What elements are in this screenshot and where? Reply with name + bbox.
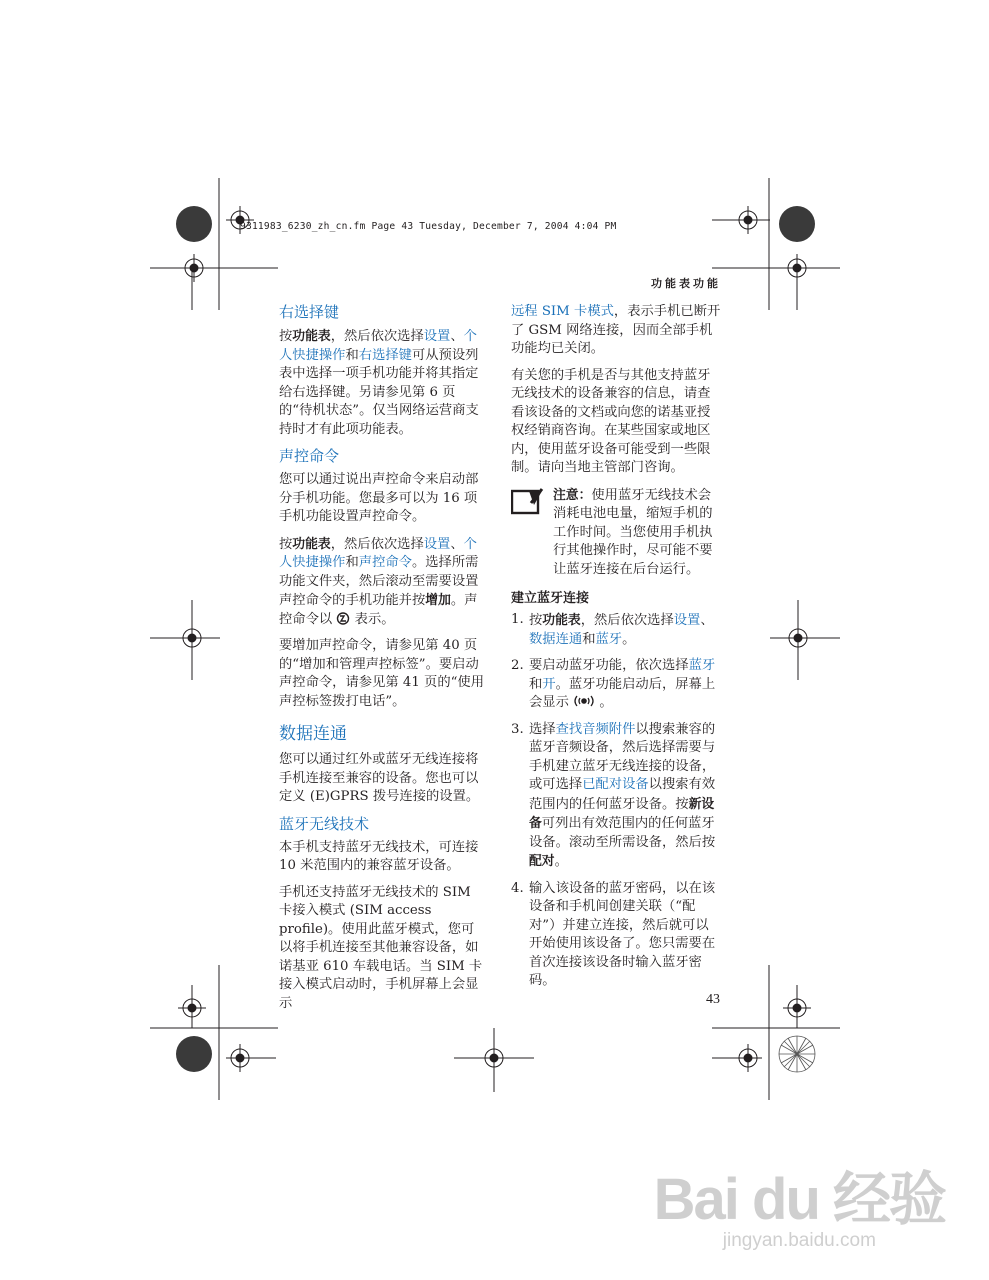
bluetooth-intro: 本手机支持蓝牙无线技术，可连接 10 米范围内的兼容蓝牙设备。 [279, 839, 479, 873]
setup-steps-list [511, 611, 721, 991]
link-paired-devices[interactable]: 已配对设备 [582, 777, 649, 792]
watermark-logo: Bai du 经验 [653, 1167, 945, 1232]
link-connectivity[interactable]: 数据连通 [529, 631, 583, 647]
link-bluetooth[interactable]: 蓝牙 [688, 658, 716, 673]
section-title-data-connection: 数据连通 [279, 724, 347, 743]
list-item: 3. 选择查找音频附件以搜索兼容的蓝牙音频设备，然后选择需要与手机建立蓝牙无线连接的设备，或可选择已配对设备以搜索有效范围内的任何蓝牙设备。按新设备可列出有效范围内的任何蓝牙设备。滚动至所需设备，然后按配对。 [511, 721, 716, 869]
bluetooth-active-icon [573, 695, 595, 707]
section-title-right-key: 右选择键 [279, 304, 340, 321]
left-column [279, 303, 487, 1013]
section-title-bluetooth: 蓝牙无线技术 [279, 815, 370, 833]
link-find-audio-accessories[interactable]: 查找音频附件 [555, 721, 636, 737]
section-title-voice-commands: 声控命令 [279, 448, 340, 465]
bluetooth-sim-access-continued: 远程 SIM 卡模式，表示手机已断开了 GSM 网络连接，因而全部手机功能均已关闭。 [511, 304, 721, 356]
link-voice-commands[interactable]: 声控命令 [358, 555, 412, 570]
list-item: 1. 按功能表，然后依次选择设置、数据连通和蓝牙。 [511, 612, 714, 647]
right-key-paragraph: 按功能表，然后依次选择设置、个人快捷操作和右选择键可从预设列表中选择一项手机功能并将其指定给右选择键。另请参见第 6 页的“待机状态”。仅当网络运营商支持时才有此项功能表。 [279, 328, 479, 437]
note-text: 注意：使用蓝牙无线技术会消耗电池电量，缩短手机的工作时间。当您使用手机执行其他操作时，尽可能不要让蓝牙连接在后台运行。 [553, 486, 713, 577]
running-title: 功能表功能 [651, 278, 721, 290]
voice-commands-intro: 您可以通过说出声控命令来启动部分手机功能。您最多可以为 16 项手机功能设置声控命令。 [279, 472, 479, 524]
voice-commands-refs: 要增加声控命令，请参见第 40 页的“增加和管理声控标签”。要启动声控命令，请参见第 41 页的“使用声控标签拨打电话”。 [279, 638, 485, 709]
link-personal-shortcuts[interactable]: 个人快捷操作 [279, 329, 477, 363]
file-info-header: 9311983_6230_zh_cn.fm Page 43 Tuesday, December 7, 2004 4:04 PM [240, 221, 617, 232]
list-item: 2. 要启动蓝牙功能，依次选择蓝牙和开。蓝牙功能启动后，屏幕上会显示 。 [511, 658, 716, 710]
voice-commands-steps: 按功能表，然后依次选择设置、个人快捷操作和声控命令。选择所需功能文件夹，然后滚动至需要设置声控命令的手机功能并按增加。声控命令以 表示。 [279, 535, 479, 627]
baidu-watermark [653, 1167, 945, 1252]
bluetooth-compatibility: 有关您的手机是否与其他支持蓝牙无线技术的设备兼容的信息，请查看该设备的文档或向您的诺基亚授权经销商咨询。在某些国家或地区内，使用蓝牙设备可能受到一些限制。请向当地主管部门咨询。 [511, 367, 711, 475]
right-column [511, 303, 721, 999]
data-connection-paragraph: 您可以通过红外或蓝牙无线连接将手机连接至兼容的设备。您也可以定义 (E)GPRS 拨号连接的设置。 [279, 752, 480, 804]
page-number: 43 [706, 992, 720, 1007]
link-remote-sim-mode[interactable]: 远程 SIM 卡模式 [511, 304, 614, 319]
link-bluetooth[interactable]: 蓝牙 [595, 631, 623, 647]
link-on[interactable]: 开 [542, 676, 556, 692]
link-settings[interactable]: 设置 [673, 613, 701, 628]
watermark-url: jingyan.baidu.com [722, 1230, 876, 1251]
link-right-select-key[interactable]: 右选择键 [358, 347, 412, 363]
bluetooth-sim-access-paragraph: 手机还支持蓝牙无线技术的 SIM 卡接入模式 (SIM access profile)。使用此蓝牙模式，您可以将手机连接至其他兼容设备，如诺基亚 610 车载电话。当 SIM 卡接入模式启动时，手机屏幕上会显示 [279, 884, 483, 1011]
list-item: 4. 输入该设备的蓝牙密码，以在该设备和手机间创建关联（“配对”）并建立连接，然后就可以开始使用该设备了。您只需要在首次连接该设备时输入蓝牙密码。 [511, 880, 716, 988]
note-icon [511, 488, 545, 516]
note-box [511, 486, 721, 580]
voice-command-icon [336, 612, 350, 625]
link-settings[interactable]: 设置 [423, 536, 451, 552]
link-personal-shortcuts[interactable]: 个人快捷操作 [279, 536, 477, 570]
subsection-title-setup: 建立蓝牙连接 [511, 590, 590, 605]
link-settings[interactable]: 设置 [423, 329, 451, 344]
